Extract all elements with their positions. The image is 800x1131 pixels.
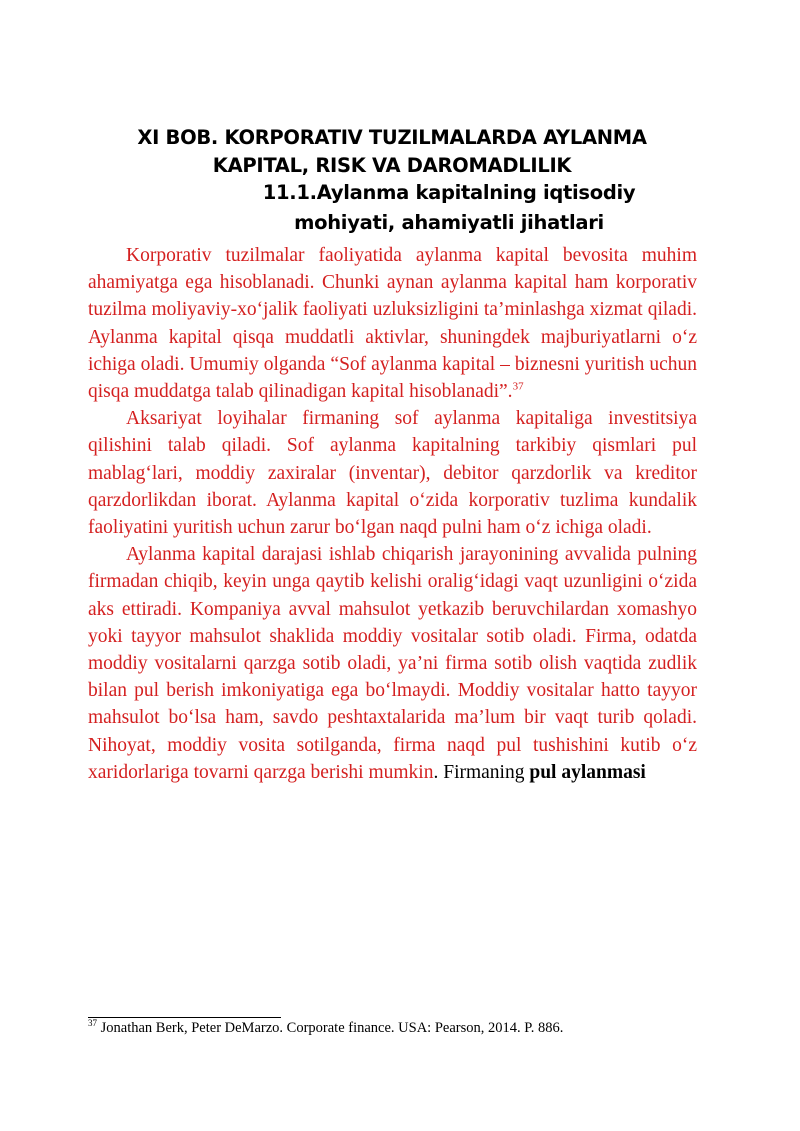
footnote-separator [88, 1017, 281, 1018]
paragraph-3-text: Aylanma kapital darajasi ishlab chiqarish jarayonining avvalida pulning firmadan chiqib, keyin unga qaytib kelishi oralig‘idagi vaqt uzunligini o‘zida aks ettiradi. Kompaniya avval mahsulot yetkazib beruvchilardan xomashyo yoki tayyor mahsulot shaklida moddiy vositalar sotib oladi. Firma, odatda moddiy vositalarni qarzga sotib oladi, ya’ni firma sotib olish vaqtida zudlik bilan pul berish imkoniyatiga ega bo‘lmaydi. Moddiy vositalar hatto tayyor mahsulot bo‘lsa ham, savdo peshtaxtalarida ma’lum bir vaqt turib qoladi. Nihoyat, moddiy vosita sotilganda, firma naqd pul tushishini kutib o‘z xaridorlariga tovarni qarzga berishi mumkin [88, 544, 697, 783]
section-title-line1: 11.1.Aylanma kapitalning iqtisodiy [262, 181, 636, 204]
section-title-line2: mohiyati, ahamiyatli jihatlari [294, 211, 604, 234]
chapter-title-line1: XI BOB. KORPORATIV TUZILMALARDA AYLANMA [137, 126, 647, 149]
paragraph-3-bold-term: pul aylanmasi [529, 761, 646, 783]
footnote [88, 1019, 708, 1037]
chapter-title-line2: KAPITAL, RISK VA DAROMADLILIK [212, 154, 572, 177]
paragraph-3 [88, 541, 697, 786]
body-text [88, 242, 697, 786]
footnote-number: 37 [88, 1018, 97, 1029]
paragraph-2: Aksariyat loyihalar firmaning sof aylanma kapitaliga investitsiya qilishini talab qiladi. Sof aylanma kapitalning tarkibiy qismlari pul mablag‘lari, moddiy zaxiralar (inventar), debitor qarzdorlik va kreditor qarzdorlikdan iborat. Aylanma kapital o‘zida korporativ tuzlima kundalik faoliyatini yuritish uchun zarur bo‘lgan naqd pulni ham o‘z ichiga oladi. [88, 408, 697, 539]
section-title [232, 178, 666, 238]
footnote-reference[interactable]: 37 [512, 380, 524, 393]
paragraph-1-text: Korporativ tuzilmalar faoliyatida aylanma kapital bevosita muhim ahamiyatga ega hisoblanadi. Chunki aynan aylanma kapital ham korporativ tuzilma moliyaviy-xo‘jalik faoliyati uzluksizligini ta’minlashga xizmat qiladi. Aylanma kapital qisqa muddatli aktivlar, shuningdek majburiyatlarni o‘z ichiga oladi. Umumiy olganda “Sof aylanma kapital – biznesni yuritish uchun qisqa muddatga talab qilinadigan kapital hisoblanadi”. [88, 245, 697, 403]
paragraph-1 [88, 242, 697, 405]
footnote-text: Jonathan Berk, Peter DeMarzo. Corporate finance. USA: Pearson, 2014. P. 886. [97, 1020, 564, 1036]
paragraph-3-continuation: . Firmaning [433, 761, 530, 783]
chapter-title [88, 124, 696, 180]
